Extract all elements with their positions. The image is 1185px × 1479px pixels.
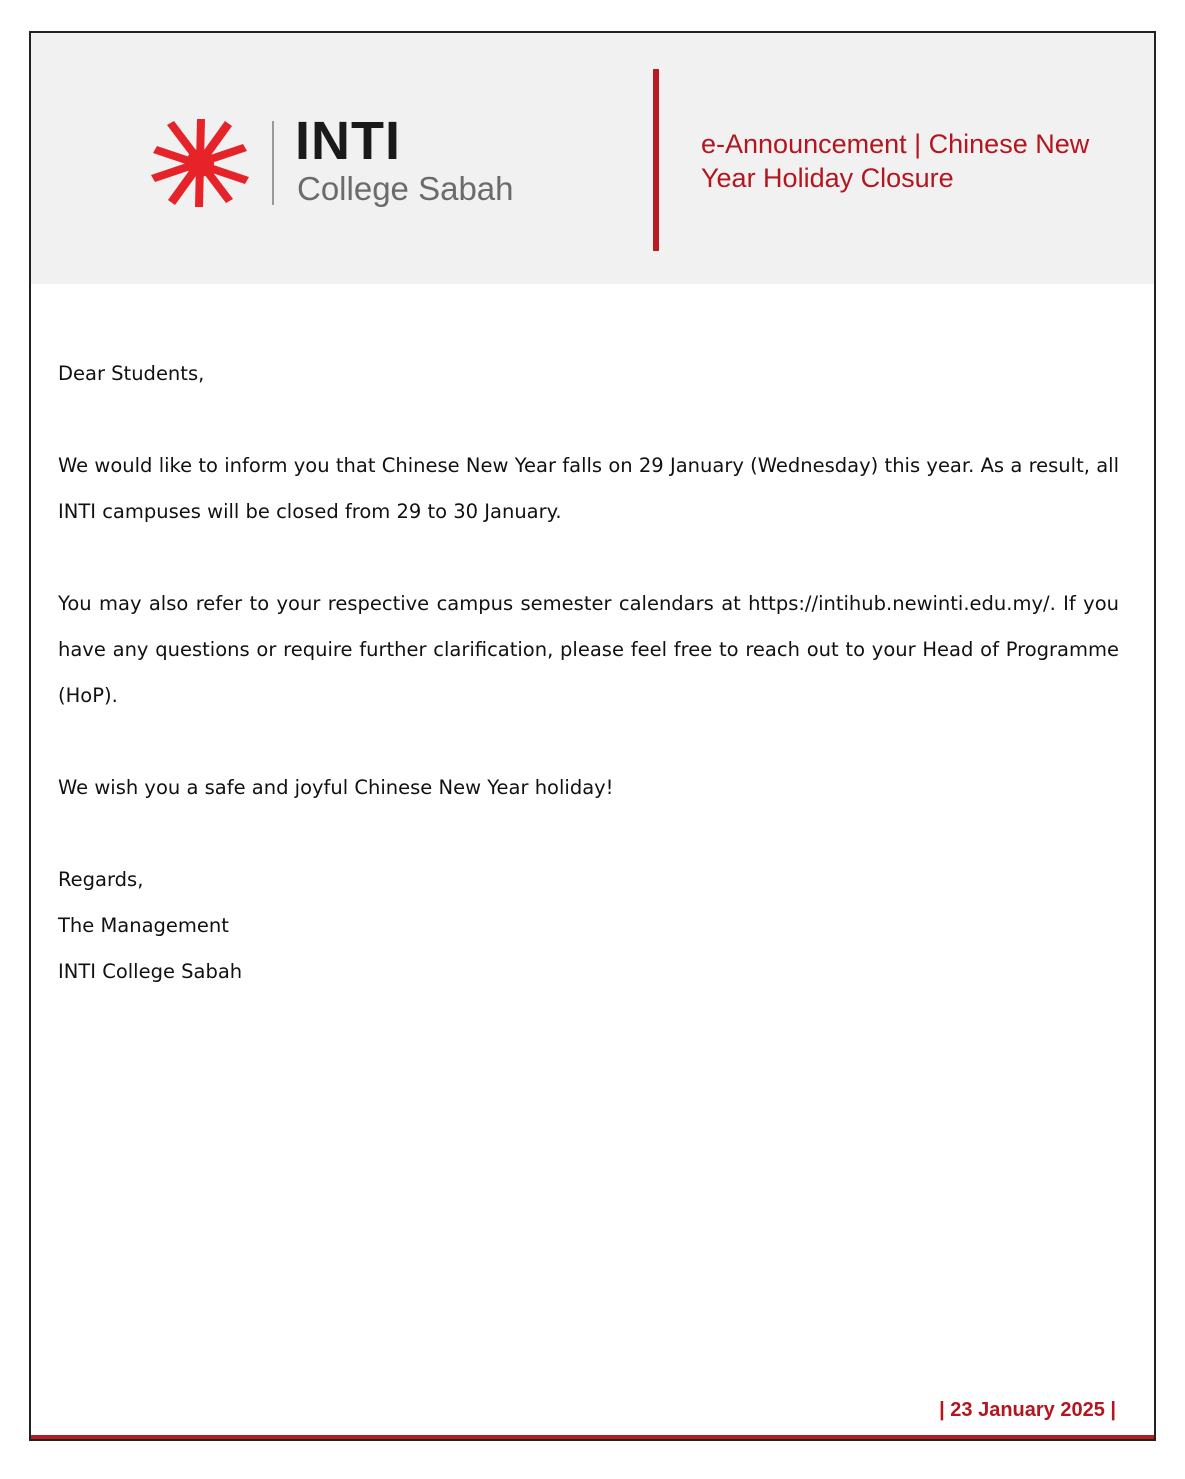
footer-divider	[31, 1435, 1154, 1439]
announcement-title: e-Announcement | Chinese New Year Holiday Closure	[701, 129, 1090, 193]
closing: Regards,	[58, 868, 144, 891]
signature-college: INTI College Sabah	[58, 960, 243, 983]
logo-college-text: College Sabah	[297, 170, 514, 207]
announcement-date: | 23 January 2025 |	[939, 1399, 1116, 1421]
letter-body	[58, 351, 1119, 995]
header-banner	[31, 33, 1154, 284]
paragraph-wishes: We wish you a safe and joyful Chinese New Year holiday!	[58, 776, 614, 799]
header-divider	[653, 69, 659, 251]
logo-separator	[272, 121, 274, 205]
logo-inti-text: INTI	[295, 111, 401, 171]
signature-management: The Management	[58, 914, 229, 937]
paragraph-calendar-info: You may also refer to your respective campus semester calendars at https://intihub.newinti.edu.my/. If you have any questions or require further clarification, please feel free to reach out to your Head of Programme (HoP).	[58, 592, 1119, 707]
paragraph-closure-info: We would like to inform you that Chinese New Year falls on 29 January (Wednesday) this year. As a result, all INTI campuses will be closed from 29 to 30 January.	[58, 454, 1119, 523]
inti-starburst-icon	[145, 113, 255, 213]
inti-logo	[145, 113, 545, 213]
announcement-page	[29, 31, 1156, 1441]
salutation: Dear Students,	[58, 362, 205, 385]
signoff	[58, 857, 1119, 995]
